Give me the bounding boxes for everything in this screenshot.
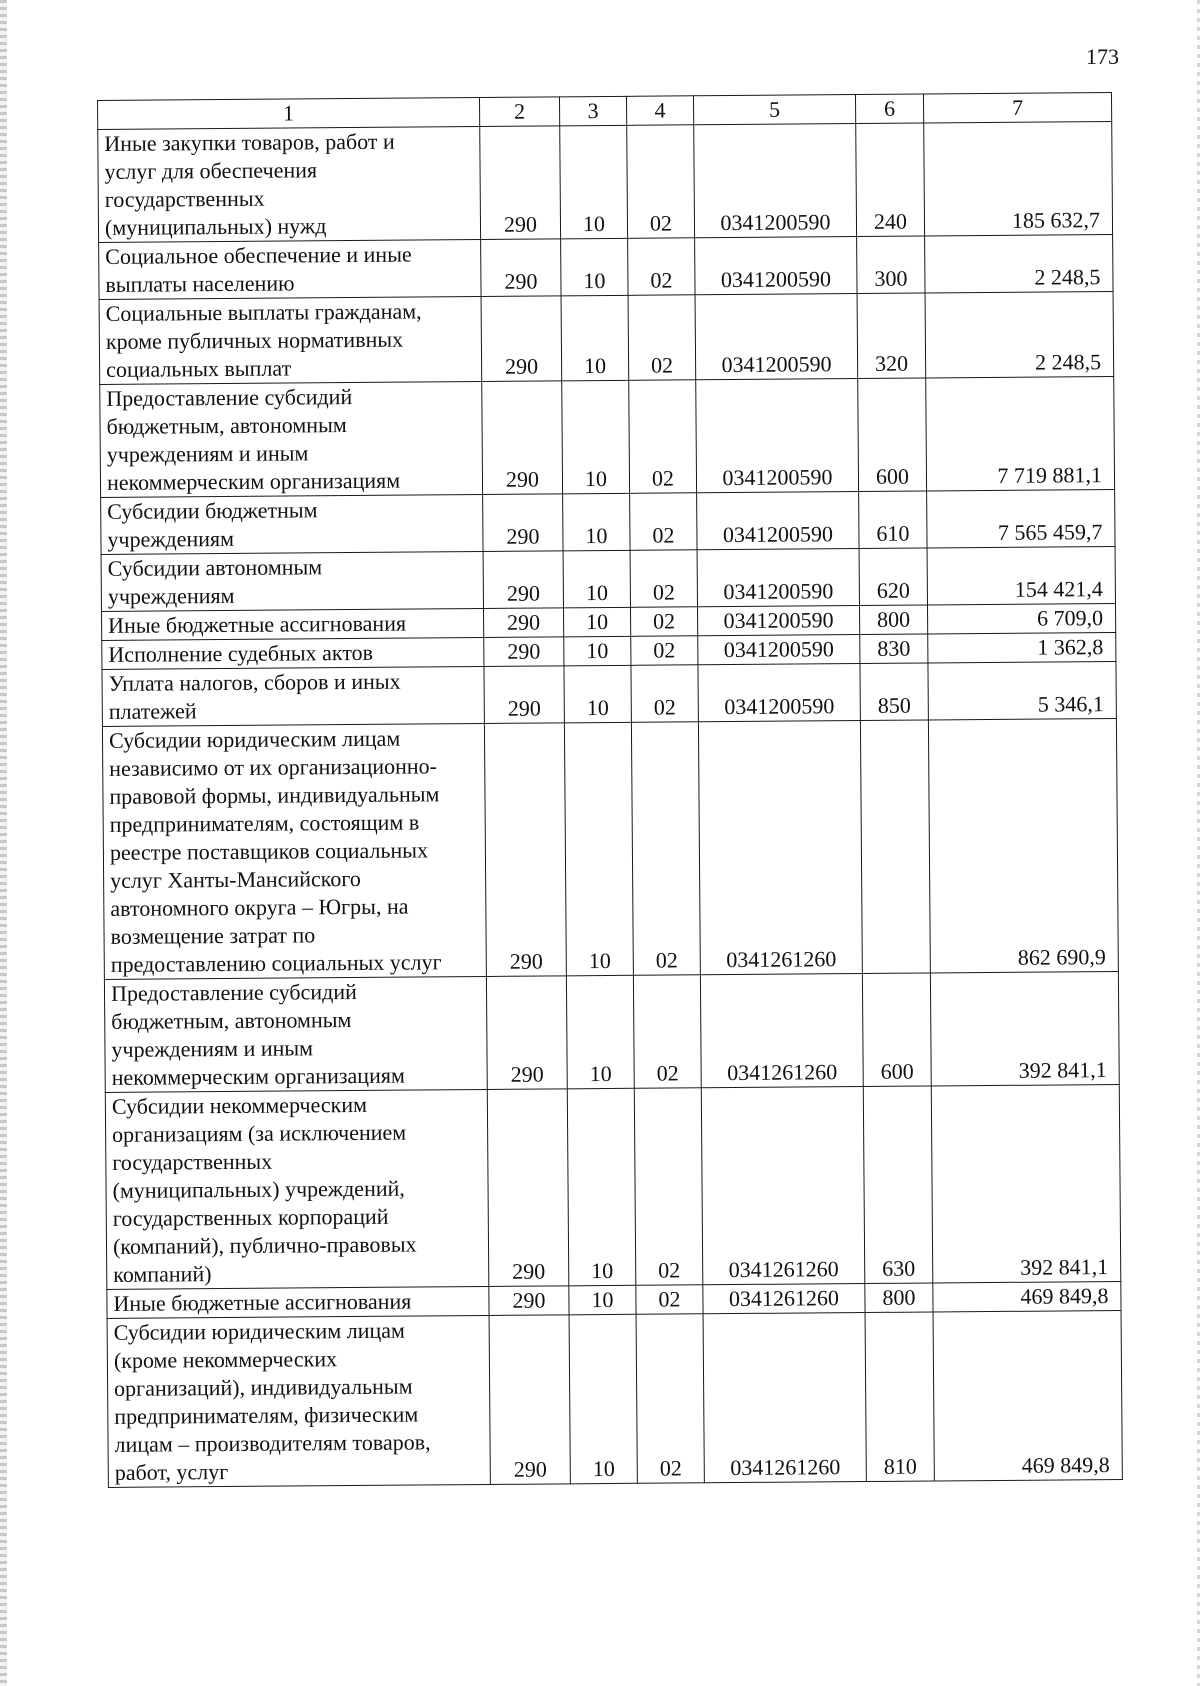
row-name-line: (кроме некоммерческих (113, 1346, 338, 1373)
column-header-4: 4 (626, 96, 693, 126)
table-row (99, 292, 1114, 385)
cell-col-7: 6 709,0 (927, 604, 1115, 634)
row-name-line: реестре поставщиков социальных (109, 837, 429, 865)
cell-col-7: 5 346,1 (928, 662, 1116, 720)
row-name-line: Предоставление субсидий (106, 384, 353, 411)
cell-col-1 (104, 976, 487, 1092)
cell-col-2: 290 (484, 608, 564, 638)
cell-col-5: 0341200590 (697, 606, 859, 636)
cell-col-1 (107, 1315, 490, 1487)
cell-col-3: 10 (563, 550, 630, 608)
cell-col-7: 7 719 881,1 (926, 377, 1115, 491)
column-header-5: 5 (693, 95, 855, 125)
row-name-line: социальных выплат (106, 355, 292, 382)
cell-col-3: 10 (569, 1285, 636, 1315)
row-name-line: предоставлению социальных услуг (110, 949, 442, 977)
cell-col-5: 0341261260 (701, 1087, 865, 1285)
cell-col-7: 7 565 459,7 (927, 490, 1115, 548)
row-name-line: Субсидии бюджетным (107, 497, 318, 524)
row-name-line: организациям (за исключением (112, 1119, 407, 1147)
cell-col-4: 02 (631, 722, 700, 976)
row-name-line: компаний) (113, 1261, 212, 1287)
row-name-line: Социальные выплаты гражданам, (105, 298, 422, 326)
cell-col-3: 10 (566, 975, 634, 1089)
row-name-line: Субсидии юридическим лицам (108, 725, 401, 753)
cell-col-5: 0341200590 (694, 124, 857, 238)
row-name-line: работ, услуг (114, 1459, 229, 1485)
cell-col-6: 320 (857, 293, 926, 379)
cell-col-6: 810 (865, 1312, 934, 1482)
row-name-line: автономного округа – Югры, на (110, 893, 409, 921)
cell-col-4: 02 (631, 607, 698, 637)
row-name-line: предпринимателям, физическим (114, 1401, 419, 1429)
table-row (107, 1310, 1122, 1487)
row-name-line: Субсидии юридическим лицам (113, 1317, 406, 1345)
row-name-line: Иные бюджетные ассигнования (108, 610, 407, 638)
cell-col-2: 290 (480, 126, 561, 240)
row-name-line: государственных (112, 1148, 273, 1175)
table-row (101, 547, 1115, 612)
cell-col-7: 862 690,9 (928, 719, 1118, 973)
table-row (104, 972, 1119, 1093)
cell-col-7: 154 421,4 (927, 547, 1115, 605)
cell-col-6: 800 (865, 1283, 933, 1313)
cell-col-3: 10 (561, 238, 628, 296)
cell-col-7: 392 841,1 (931, 1085, 1121, 1283)
row-name-line: учреждениям и иным (111, 1035, 314, 1062)
cell-col-3: 10 (569, 1314, 637, 1484)
cell-col-6 (860, 720, 930, 974)
cell-col-1 (99, 239, 481, 299)
row-name-line: (муниципальных) учреждений, (112, 1175, 405, 1203)
cell-col-5: 0341200590 (697, 549, 859, 607)
cell-col-6: 600 (862, 973, 931, 1087)
row-name-line: Исполнение судебных актов (108, 639, 374, 667)
row-name-line: учреждениям и иным (106, 440, 309, 467)
cell-col-4: 02 (633, 975, 701, 1089)
cell-col-6: 800 (859, 605, 927, 635)
row-name-line: Иные закупки товаров, работ и (104, 128, 395, 156)
cell-col-7: 469 849,8 (933, 1281, 1121, 1311)
cell-col-5: 0341261260 (703, 1284, 865, 1314)
cell-col-2: 290 (482, 381, 563, 495)
cell-col-4: 02 (628, 238, 695, 296)
cell-col-1 (101, 551, 483, 611)
table-body (98, 122, 1123, 1488)
table-row (105, 1085, 1121, 1290)
column-header-2: 2 (479, 97, 559, 127)
table-row (100, 377, 1115, 498)
cell-col-2: 290 (481, 296, 562, 382)
table-row (101, 490, 1115, 555)
cell-col-5: 0341200590 (698, 664, 860, 722)
cell-col-5: 0341261260 (700, 974, 863, 1088)
row-name-line: Предоставление субсидий (110, 978, 357, 1006)
cell-col-3: 10 (564, 722, 633, 976)
cell-col-4: 02 (628, 295, 696, 381)
row-name-line: организаций), индивидуальным (114, 1373, 413, 1401)
cell-col-5: 0341200590 (697, 492, 859, 550)
budget-table (97, 92, 1123, 1488)
cell-col-4: 02 (634, 1088, 703, 1286)
row-name-line: бюджетным, автономным (111, 1007, 352, 1034)
cell-col-1 (101, 494, 483, 554)
cell-col-1 (98, 126, 481, 242)
cell-col-6: 830 (860, 634, 928, 664)
cell-col-3: 10 (564, 636, 631, 666)
cell-col-1 (99, 296, 482, 384)
page-number: 173 (1086, 44, 1119, 69)
row-name-line: правовой формы, индивидуальным (109, 781, 440, 809)
cell-col-4: 02 (636, 1314, 704, 1484)
cell-col-1 (107, 1286, 489, 1318)
table-row (102, 662, 1116, 727)
table-row (99, 235, 1113, 300)
cell-col-2: 290 (489, 1315, 570, 1485)
cell-col-1 (102, 637, 484, 669)
cell-col-4: 02 (631, 636, 698, 666)
cell-col-3: 10 (567, 1088, 636, 1286)
cell-col-4: 02 (631, 665, 698, 723)
scan-edge-left (0, 0, 7, 1686)
cell-col-5: 0341200590 (695, 294, 858, 380)
cell-col-7: 2 248,5 (925, 292, 1114, 378)
row-name-line: кроме публичных нормативных (105, 326, 404, 354)
cell-col-6: 600 (858, 378, 927, 492)
row-name-line: Уплата налогов, сборов и иных (108, 668, 401, 696)
cell-col-3: 10 (561, 295, 629, 381)
cell-col-2: 290 (486, 976, 567, 1090)
row-name-line: выплаты населению (105, 270, 295, 297)
row-name-line: государственных (104, 185, 265, 212)
cell-col-6: 850 (860, 663, 928, 721)
cell-col-6: 620 (859, 548, 927, 606)
row-name-line: Субсидии автономным (107, 554, 323, 581)
cell-col-6: 240 (856, 123, 925, 237)
row-name-line: услуг Ханты-Мансийского (110, 865, 361, 893)
row-name-line: предпринимателям, состоящим в (109, 809, 420, 837)
column-header-1: 1 (98, 97, 480, 129)
row-name-line: услуг для обеспечения (104, 157, 318, 184)
cell-col-2: 290 (481, 239, 561, 297)
row-name-line: учреждениям (107, 525, 235, 552)
cell-col-1 (105, 1089, 489, 1289)
row-name-line: платежей (108, 698, 197, 724)
cell-col-2: 290 (484, 666, 564, 724)
cell-col-7: 2 248,5 (925, 235, 1113, 293)
row-name-line: государственных корпораций (112, 1203, 389, 1231)
cell-col-5: 0341261260 (703, 1313, 866, 1483)
cell-col-3: 10 (564, 665, 631, 723)
cell-col-4: 02 (630, 493, 697, 551)
cell-col-1 (100, 381, 483, 497)
row-name-line: лицам – производителям товаров, (114, 1429, 431, 1457)
row-name-line: Социальное обеспечение и иные (105, 241, 412, 269)
cell-col-6: 610 (859, 491, 927, 549)
cell-col-2: 290 (483, 494, 563, 552)
column-header-6: 6 (855, 94, 923, 124)
cell-col-2: 290 (487, 1089, 569, 1287)
column-header-7: 7 (923, 93, 1111, 123)
row-name-line: (муниципальных) нужд (104, 213, 327, 240)
cell-col-3: 10 (562, 380, 630, 494)
cell-col-4: 02 (636, 1285, 703, 1315)
cell-col-1 (102, 666, 484, 726)
cell-col-7: 1 362,8 (928, 633, 1116, 663)
cell-col-2: 290 (484, 723, 566, 977)
row-name-line: Иные бюджетные ассигнования (113, 1288, 412, 1316)
cell-col-5: 0341200590 (698, 635, 860, 665)
cell-col-5: 0341200590 (695, 237, 857, 295)
row-name-line: независимо от их организационно- (109, 753, 438, 781)
cell-col-1 (102, 723, 486, 979)
cell-col-5: 0341261260 (698, 721, 862, 975)
cell-col-1 (102, 608, 484, 640)
cell-col-6: 300 (857, 236, 925, 294)
cell-col-4: 02 (627, 125, 695, 239)
row-name-line: некоммерческим организациям (106, 467, 401, 495)
cell-col-5: 0341200590 (696, 379, 859, 493)
cell-col-7: 392 841,1 (930, 972, 1119, 1086)
column-header-3: 3 (559, 96, 626, 126)
cell-col-6: 630 (863, 1086, 933, 1284)
cell-col-4: 02 (630, 550, 697, 608)
cell-col-2: 290 (484, 637, 564, 667)
row-name-line: Субсидии некоммерческим (111, 1091, 368, 1119)
cell-col-2: 290 (489, 1286, 569, 1316)
row-name-line: (компаний), публично-правовых (112, 1231, 417, 1259)
cell-col-3: 10 (563, 493, 630, 551)
row-name-line: учреждениям (107, 582, 235, 609)
cell-col-2: 290 (483, 551, 563, 609)
row-name-line: некоммерческим организациям (111, 1062, 405, 1090)
cell-col-7: 185 632,7 (924, 122, 1113, 236)
table-row (102, 719, 1118, 980)
table-row (98, 122, 1113, 243)
cell-col-3: 10 (560, 125, 628, 239)
row-name-line: бюджетным, автономным (106, 412, 347, 439)
row-name-line: возмещение затрат по (110, 922, 316, 949)
cell-col-3: 10 (564, 607, 631, 637)
cell-col-4: 02 (629, 380, 697, 494)
cell-col-7: 469 849,8 (933, 1310, 1122, 1480)
